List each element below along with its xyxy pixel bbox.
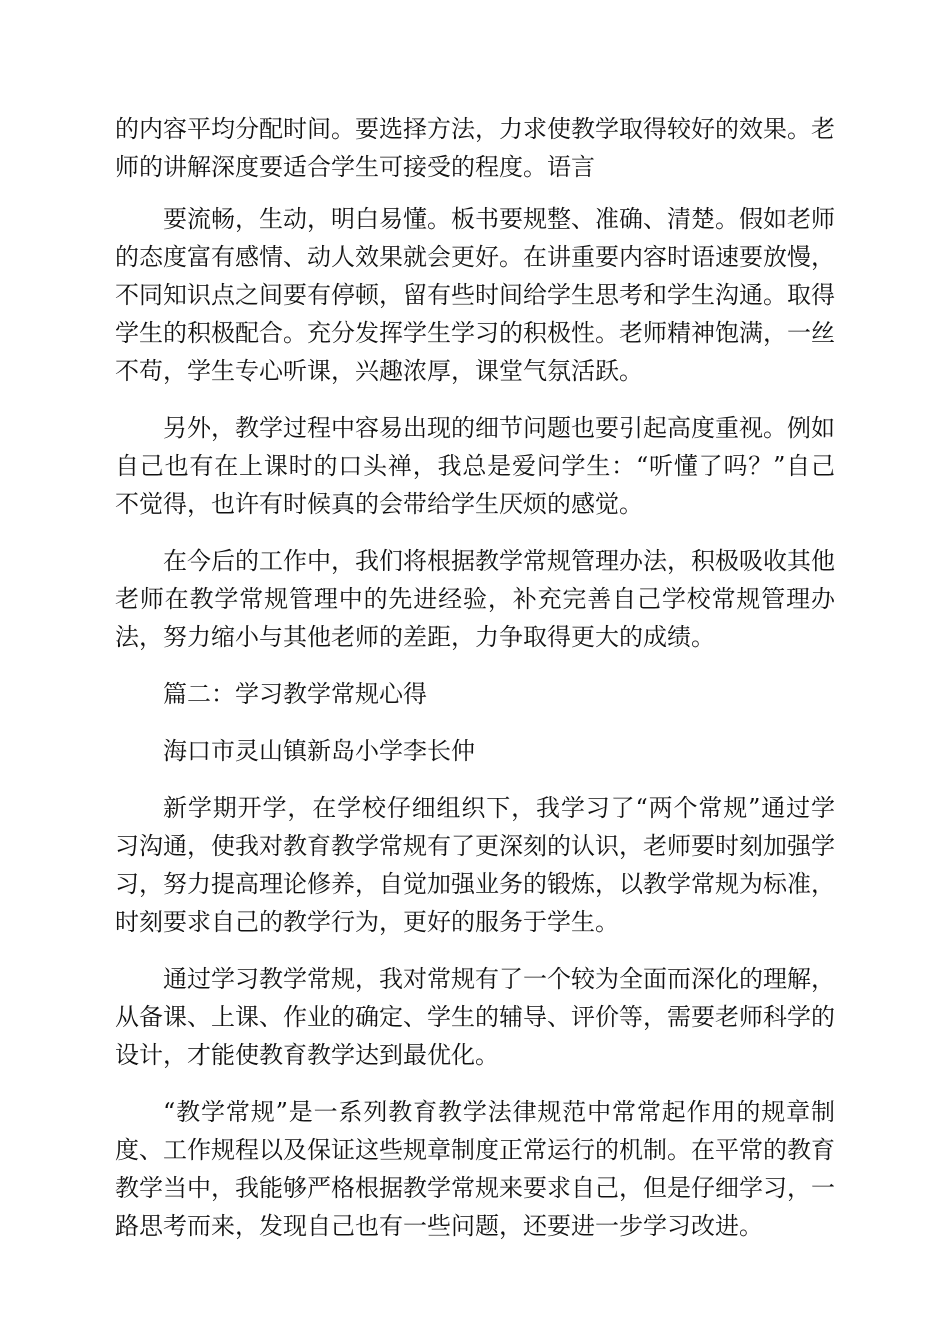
paragraph-3: 另外，教学过程中容易出现的细节问题也要引起高度重视。例如自己也有在上课时的口头禅，我总是爱问学生：“听懂了吗？”自己不觉得，也许有时候真的会带给学生厌烦的感觉。	[115, 414, 835, 518]
paragraph-5: 新学期开学，在学校仔细组织下，我学习了“两个常规”通过学习沟通，使我对教育教学常规有了更深刻的认识，老师要时刻加强学习，努力提高理论修养，自觉加强业务的锻炼，以教学常规为标准，时刻要求自己的教学行为，更好的服务于学生。	[115, 794, 835, 936]
paragraph-6: 通过学习教学常规，我对常规有了一个较为全面而深化的理解，从备课、上课、作业的确定、学生的辅导、评价等，需要老师科学的设计，才能使教育教学达到最优化。	[115, 965, 835, 1069]
paragraph-4: 在今后的工作中，我们将根据教学常规管理办法，积极吸收其他老师在教学常规管理中的先进经验，补充完善自己学校常规管理办法，努力缩小与其他老师的差距，力争取得更大的成绩。	[115, 547, 835, 651]
author-line: 海口市灵山镇新岛小学李长仲	[163, 737, 475, 765]
paragraph-1: 的内容平均分配时间。要选择方法，力求使教学取得较好的效果。老师的讲解深度要适合学生可接受的程度。语言	[115, 115, 835, 181]
paragraph-2: 要流畅，生动，明白易懂。板书要规整、准确、清楚。假如老师的态度富有感情、动人效果就会更好。在讲重要内容时语速要放慢，不同知识点之间要有停顿，留有些时间给学生思考和学生沟通。取得学生的积极配合。充分发挥学生学习的积极性。老师精神饱满，一丝不苟，学生专心听课，兴趣浓厚，课堂气氛活跃。	[115, 205, 835, 385]
section-heading: 篇二：学习教学常规心得	[163, 680, 427, 708]
paragraph-7: “教学常规”是一系列教育教学法律规范中常常起作用的规章制度、工作规程以及保证这些规章制度正常运行的机制。在平常的教育教学当中，我能够严格根据教学常规来要求自己，但是仔细学习，一路思考而来，发现自己也有一些问题，还要进一步学习改进。	[115, 1098, 835, 1240]
document-page	[115, 110, 835, 1264]
